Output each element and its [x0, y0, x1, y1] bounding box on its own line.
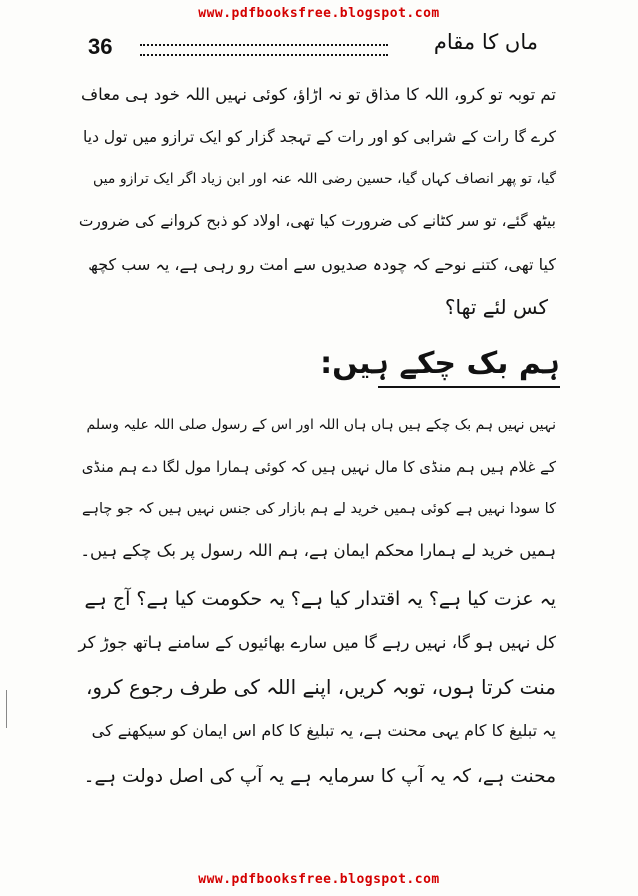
text-line: کا سودا نہیں ہے کوئی ہمیں خرید لے ہم بازار کی جنس نہیں ہیں کہ جو چاہے — [82, 501, 556, 517]
text-line: کے غلام ہیں ہم منڈی کا مال نہیں ہیں کہ کوئی ہمارا مول لگا دے ہم منڈی — [81, 458, 556, 476]
scan-margin-mark — [6, 690, 7, 728]
text-line: ہمیں خرید لے ہمارا محکم ایمان ہے، ہم اللہ رسول پر بک چکے ہیں۔ — [80, 541, 556, 560]
text-line: بیٹھ گئے، تو سر کٹانے کی ضرورت کیا تھی، اولاد کو ذبح کروانے کی ضرورت — [78, 212, 556, 230]
watermark-bottom[interactable]: www.pdfbooksfree.blogspot.com — [198, 872, 440, 887]
text-line: یہ تبلیغ کا کام یہی محنت ہے، یہ تبلیغ کا کام اس ایمان کو سیکھنے کی — [91, 721, 556, 740]
section-heading: ہم بک چکے ہیں: — [320, 346, 560, 381]
text-line: محنت ہے، کہ یہ آپ کا سرمایہ ہے یہ آپ کی اصل دولت ہے۔ — [83, 766, 556, 787]
heading-underline — [378, 386, 560, 388]
page-number: 36 — [88, 34, 113, 59]
text-line: کل نہیں ہو گا، نہیں رہے گا میں سارے بھائیوں کے سامنے ہاتھ جوڑ کر — [78, 633, 556, 652]
text-line: کرے گا رات کے شرابی کو اور رات کے تہجد گزار کو ایک ترازو میں تول دیا — [83, 128, 556, 146]
page-header — [78, 30, 538, 66]
text-line: یہ عزت کیا ہے؟ یہ اقتدار کیا ہے؟ یہ حکومت کیا ہے؟ آج ہے — [84, 588, 556, 610]
text-line: تم توبہ تو کرو، اللہ کا مذاق تو نہ اڑاؤ، کوئی نہیں اللہ خود ہی معاف — [81, 85, 556, 104]
watermark-top[interactable]: www.pdfbooksfree.blogspot.com — [198, 6, 440, 21]
text-line: منت کرتا ہوں، توبہ کریں، اپنے اللہ کی طرف رجوع کرو، — [85, 675, 556, 699]
chapter-title: ماں کا مقام — [433, 30, 538, 54]
text-line: گیا، تو پھر انصاف کہاں گیا، حسین رضی اللہ عنہ اور ابن زیاد اگر ایک ترازو میں — [92, 171, 556, 187]
text-line: نہیں نہیں ہم بک چکے ہیں ہاں ہاں اللہ اور اس کے رسول صلی اللہ علیہ وسلم — [86, 417, 556, 433]
text-line: کیا تھی، کتنے نوحے کہ چودہ صدیوں سے امت رو رہی ہے، یہ سب کچھ — [88, 255, 556, 274]
header-dotted-rule — [140, 44, 388, 56]
text-line: کس لئے تھا؟ — [444, 295, 548, 319]
